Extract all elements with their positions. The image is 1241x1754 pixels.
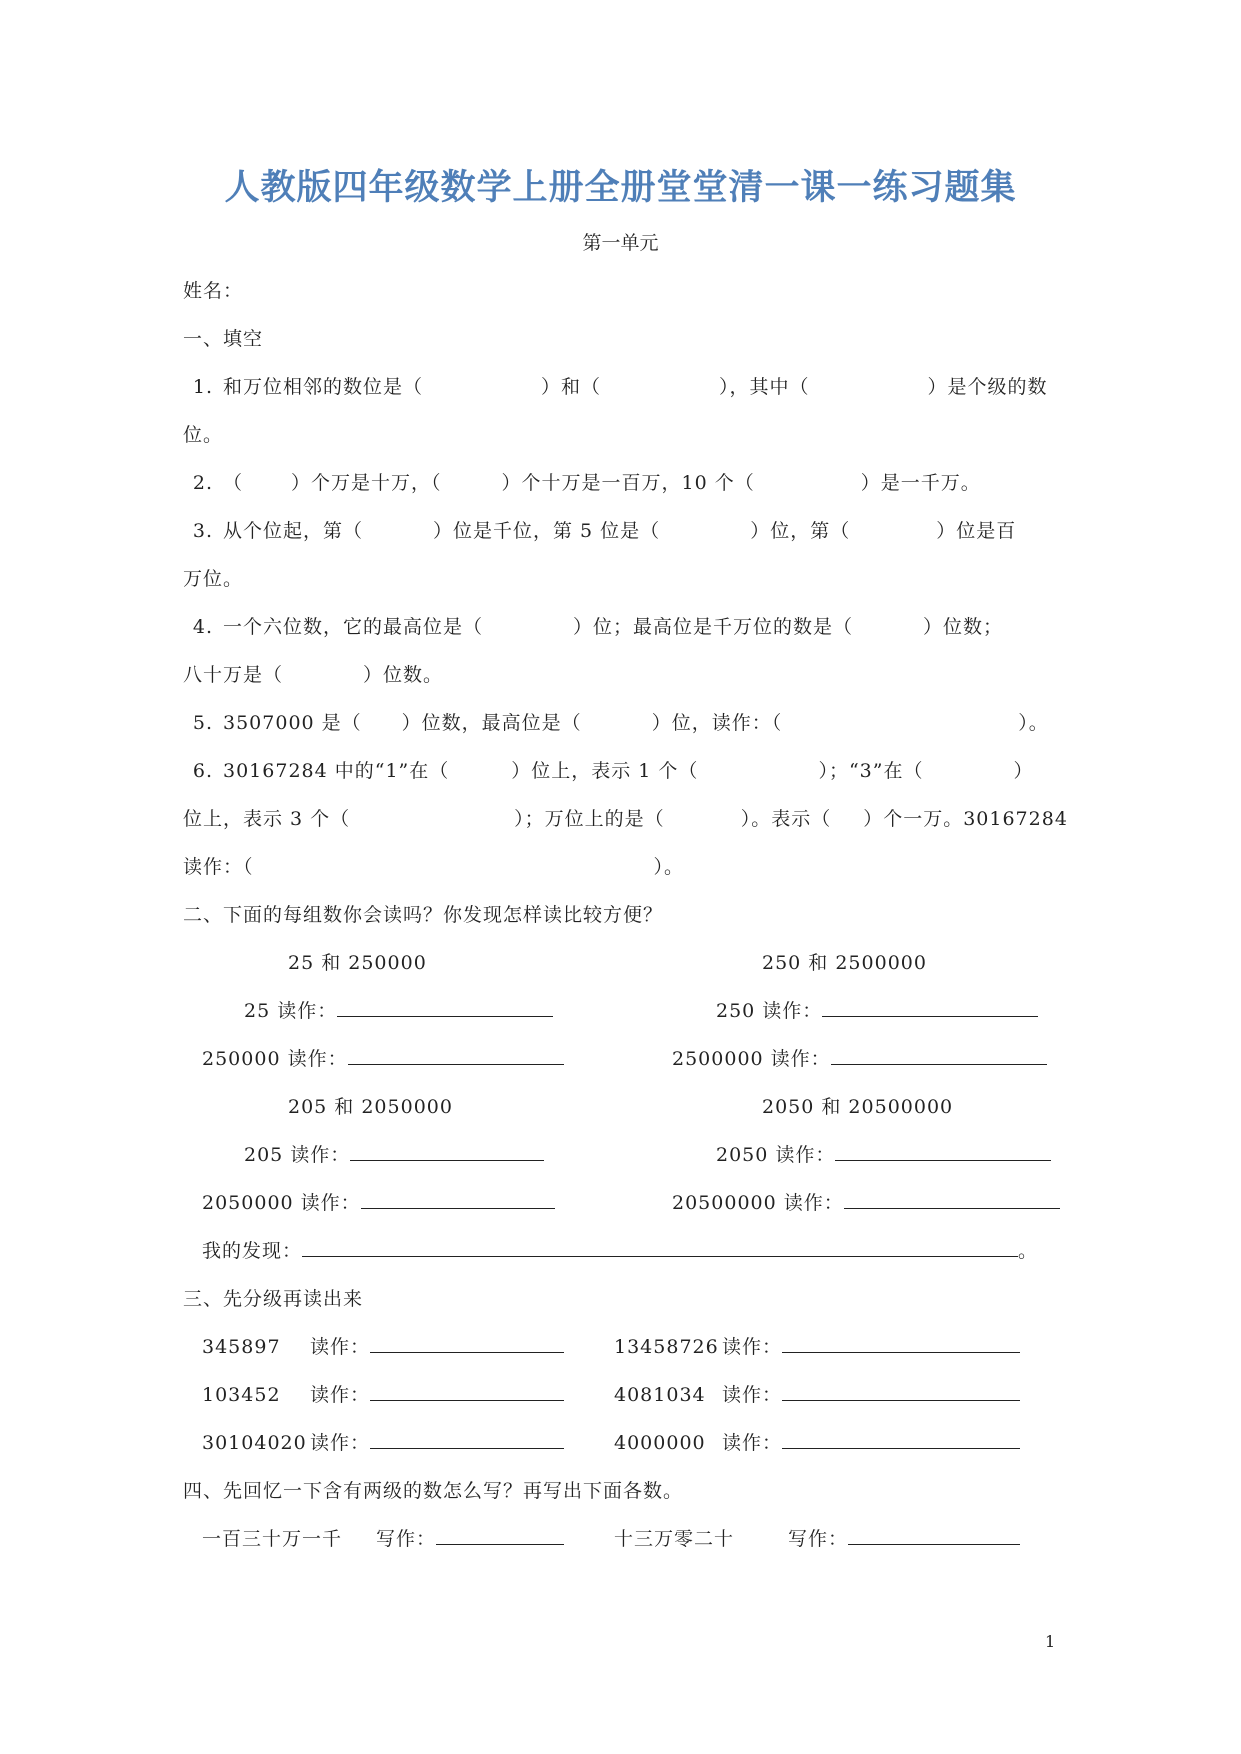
question-6-continued: 位上，表示 3 个（ ）；万位上的是（ ）。表示（ ）个一万。30167284 bbox=[183, 808, 1068, 830]
read-row-2050: 2050 读作： bbox=[716, 1140, 1051, 1167]
answer-line[interactable] bbox=[782, 1382, 1020, 1401]
write-row-right: 十三万零二十 写作： bbox=[614, 1524, 1020, 1551]
answer-line[interactable] bbox=[822, 998, 1038, 1017]
question-number: 4. bbox=[192, 616, 214, 638]
read-row-205: 205 读作： bbox=[244, 1140, 544, 1167]
group-1-right-title: 250 和 2500000 bbox=[762, 952, 927, 974]
question-1-continued: 位。 bbox=[183, 424, 224, 446]
answer-line[interactable] bbox=[302, 1238, 1018, 1257]
read-row-2-right: 4081034 读作： bbox=[614, 1380, 1020, 1407]
question-number: 2. bbox=[192, 472, 214, 494]
name-label: 姓名： bbox=[183, 280, 244, 302]
answer-line[interactable] bbox=[436, 1526, 564, 1545]
question-1: 1. 和万位相邻的数位是（ ）和（ ），其中（ ）是个级的数 bbox=[183, 372, 1048, 399]
question-3: 3. 从个位起，第（ ）位是千位，第 5 位是（ ）位，第（ ）位是百 bbox=[183, 516, 1016, 543]
question-2: 2. （ ）个万是十万，（ ）个十万是一百万，10 个（ ）是一千万。 bbox=[183, 468, 981, 495]
question-6: 6. 30167284 中的“1”在（ ）位上，表示 1 个（ ）；“3”在（ ） bbox=[183, 756, 1033, 783]
section-1-heading: 一、填空 bbox=[183, 328, 264, 350]
answer-line[interactable] bbox=[370, 1334, 564, 1353]
section-2-heading: 二、下面的每组数你会读吗？你发现怎样读比较方便？ bbox=[183, 904, 664, 926]
answer-line[interactable] bbox=[361, 1190, 555, 1209]
answer-line[interactable] bbox=[835, 1142, 1051, 1161]
read-row-2050000: 2050000 读作： bbox=[202, 1188, 555, 1215]
question-number: 3. bbox=[192, 520, 214, 542]
question-4: 4. 一个六位数，它的最高位是（ ）位；最高位是千万位的数是（ ）位数； bbox=[183, 612, 1003, 639]
question-5: 5. 3507000 是（ ）位数，最高位是（ ）位，读作：（ ）。 bbox=[183, 708, 1049, 735]
section-4-heading: 四、先回忆一下含有两级的数怎么写？再写出下面各数。 bbox=[183, 1480, 684, 1502]
answer-line[interactable] bbox=[337, 998, 553, 1017]
answer-line[interactable] bbox=[350, 1142, 544, 1161]
answer-line[interactable] bbox=[348, 1046, 564, 1065]
page-number: 1 bbox=[1045, 1632, 1056, 1651]
read-row-2-left: 103452 读作： bbox=[202, 1380, 564, 1407]
read-row-3-left: 30104020 读作： bbox=[202, 1428, 564, 1455]
answer-line[interactable] bbox=[782, 1430, 1020, 1449]
read-row-20500000: 20500000 读作： bbox=[672, 1188, 1060, 1215]
group-2-left-title: 205 和 2050000 bbox=[288, 1096, 453, 1118]
unit-label: 第一单元 bbox=[582, 232, 659, 254]
answer-line[interactable] bbox=[831, 1046, 1047, 1065]
answer-line[interactable] bbox=[844, 1190, 1060, 1209]
answer-line[interactable] bbox=[782, 1334, 1020, 1353]
read-row-25: 25 读作： bbox=[244, 996, 553, 1023]
read-row-2500000: 2500000 读作： bbox=[672, 1044, 1047, 1071]
answer-line[interactable] bbox=[370, 1382, 564, 1401]
write-row-left: 一百三十万一千 写作： bbox=[202, 1524, 564, 1551]
group-1-left-title: 25 和 250000 bbox=[288, 952, 427, 974]
answer-line[interactable] bbox=[848, 1526, 1020, 1545]
read-row-3-right: 4000000 读作： bbox=[614, 1428, 1020, 1455]
read-row-1-right: 13458726 读作： bbox=[614, 1332, 1020, 1359]
my-finding: 我的发现： 。 bbox=[202, 1240, 1039, 1262]
question-4-continued: 八十万是（ ）位数。 bbox=[183, 664, 444, 686]
read-row-250: 250 读作： bbox=[716, 996, 1038, 1023]
question-number: 5. bbox=[192, 712, 214, 734]
group-2-right-title: 2050 和 20500000 bbox=[762, 1096, 954, 1118]
question-3-continued: 万位。 bbox=[183, 568, 244, 590]
read-row-250000: 250000 读作： bbox=[202, 1044, 564, 1071]
page-title: 人教版四年级数学上册全册堂堂清一课一练习题集 bbox=[224, 168, 1017, 208]
question-number: 6. bbox=[192, 760, 214, 782]
answer-line[interactable] bbox=[370, 1430, 564, 1449]
read-row-1-left: 345897 读作： bbox=[202, 1332, 564, 1359]
question-6-reading: 读作：（ ）。 bbox=[183, 856, 685, 878]
section-3-heading: 三、先分级再读出来 bbox=[183, 1288, 364, 1310]
question-number: 1. bbox=[192, 376, 214, 398]
